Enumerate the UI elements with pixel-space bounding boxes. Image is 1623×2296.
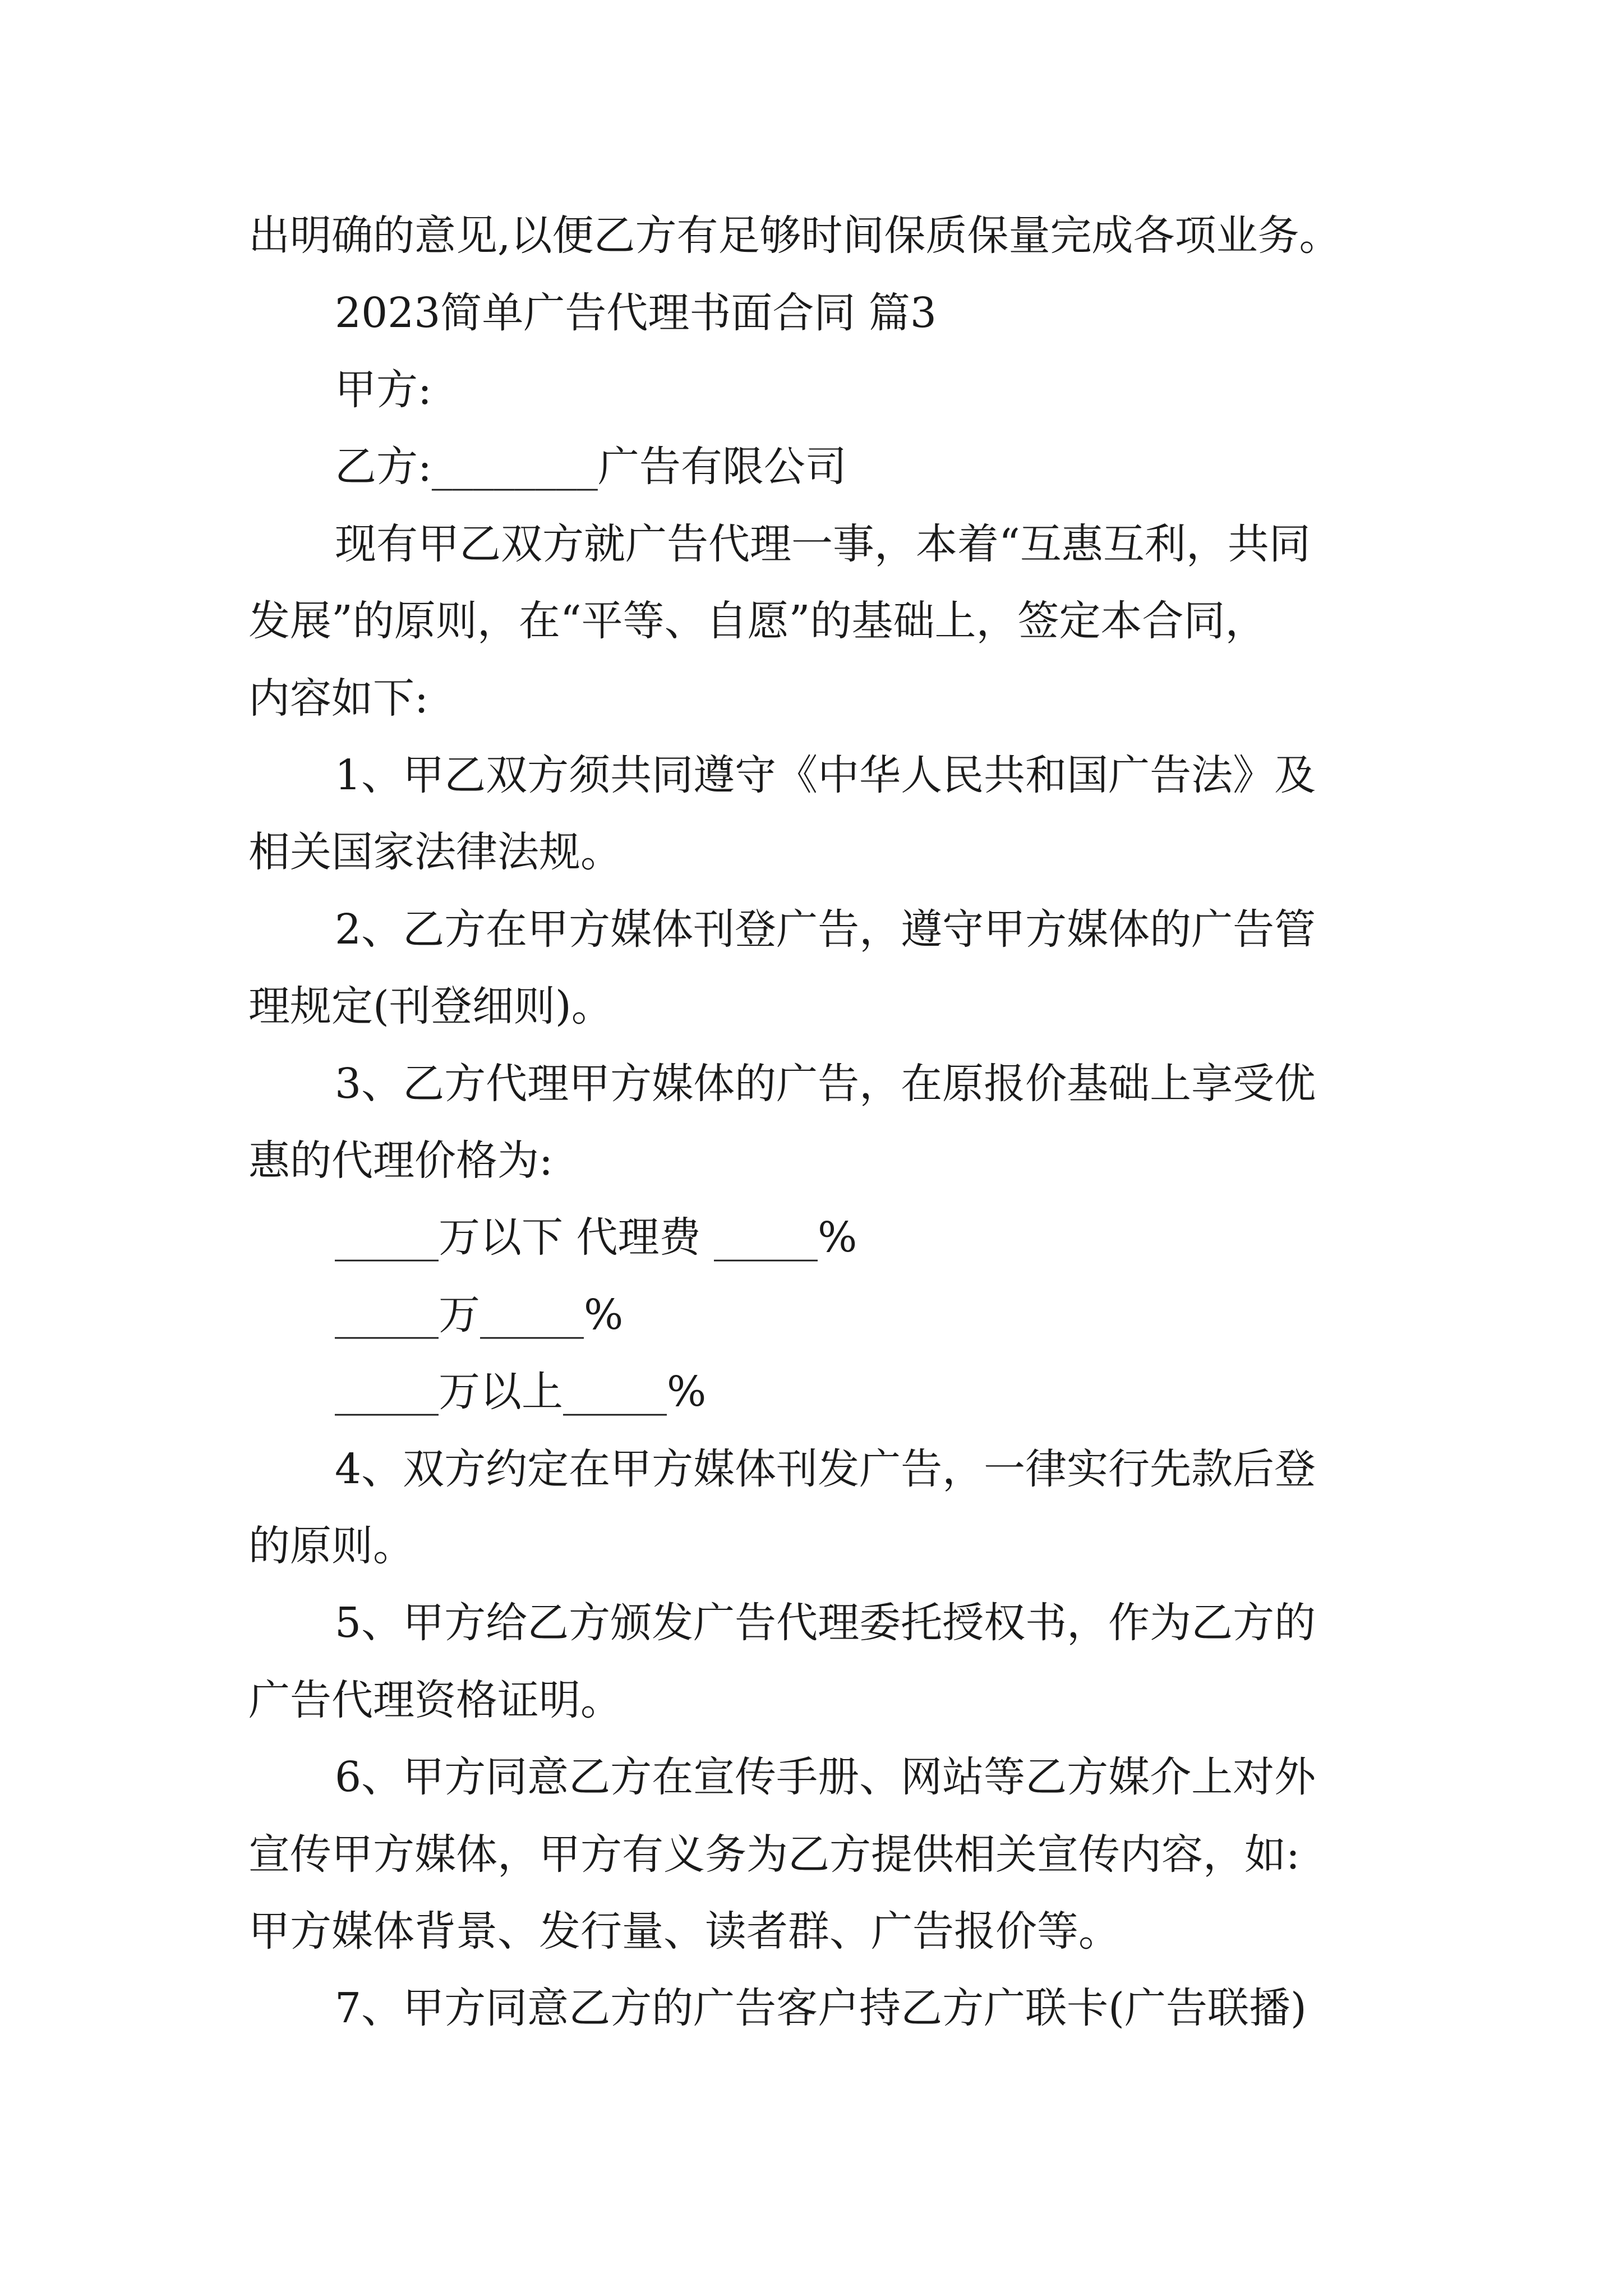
text-line: 内容如下:: [248, 674, 428, 723]
party-a-line: 甲方:: [335, 366, 432, 414]
text-line: 广告代理资格证明。: [248, 1676, 622, 1724]
clause-3: 3、乙方代理甲方媒体的广告，在原报价基础上享受优: [335, 1060, 1316, 1108]
party-b-line: 乙方:________广告有限公司: [335, 443, 847, 491]
text-line: 的原则。: [248, 1522, 414, 1570]
text-line: 相关国家法律法规。: [248, 828, 622, 876]
text-line: 惠的代理价格为:: [248, 1137, 553, 1185]
rate-line: _____万_____%: [335, 1291, 624, 1339]
rate-line: _____万以下 代理费 _____%: [335, 1213, 857, 1262]
text-line: 现有甲乙双方就广告代理一事，本着“互惠互利，共同: [335, 520, 1311, 568]
section-heading: 2023简单广告代理书面合同 篇3: [335, 289, 937, 337]
text-line: 甲方媒体背景、发行量、读者群、广告报价等。: [248, 1907, 1120, 1955]
clause-5: 5、甲方给乙方颁发广告代理委托授权书，作为乙方的: [335, 1599, 1316, 1647]
clause-6: 6、甲方同意乙方在宣传手册、网站等乙方媒介上对外: [335, 1753, 1316, 1801]
rate-line: _____万以上_____%: [335, 1368, 707, 1416]
clause-7: 7、甲方同意乙方的广告客户持乙方广联卡(广告联播): [335, 1984, 1307, 2032]
clause-4: 4、双方约定在甲方媒体刊发广告，一律实行先款后登: [335, 1445, 1316, 1493]
text-line: 发展”的原则，在“平等、自愿”的基础上，签定本合同，: [248, 597, 1267, 645]
clause-2: 2、乙方在甲方媒体刊登广告，遵守甲方媒体的广告管: [335, 905, 1316, 954]
text-line: 出明确的意见,以便乙方有足够时间保质保量完成各项业务。: [248, 211, 1341, 260]
clause-1: 1、甲乙双方须共同遵守《中华人民共和国广告法》及: [335, 751, 1316, 799]
text-line: 宣传甲方媒体，甲方有义务为乙方提供相关宣传内容，如:: [248, 1830, 1300, 1879]
text-line: 理规定(刊登细则)。: [248, 982, 613, 1030]
